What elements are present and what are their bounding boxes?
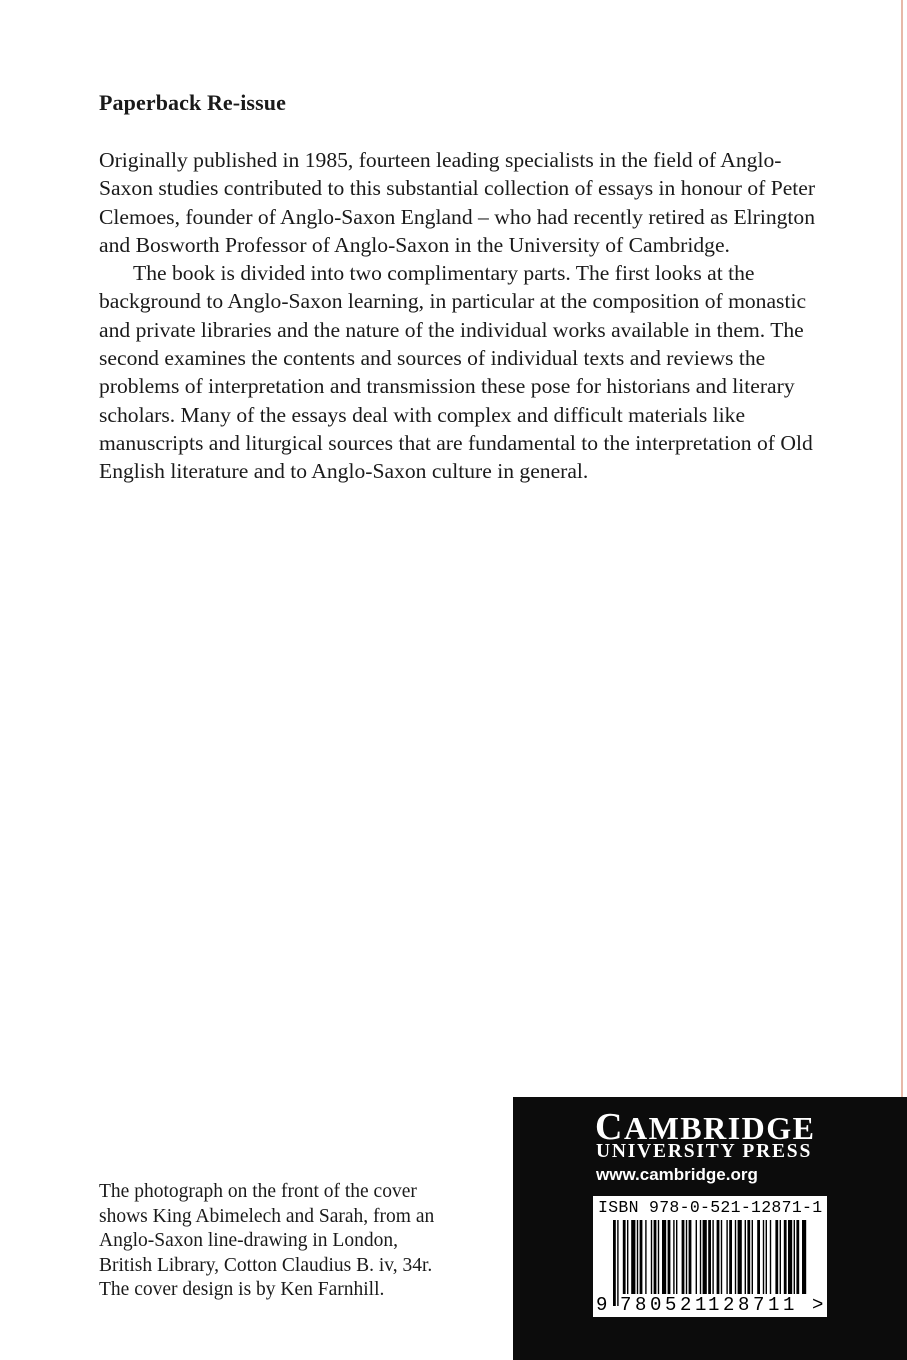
barcode-bar xyxy=(726,1220,727,1294)
cover-credits xyxy=(99,1180,479,1303)
barcode-bar xyxy=(794,1220,795,1294)
reissue-heading: Paperback Re-issue xyxy=(99,90,286,115)
barcode-bar xyxy=(700,1220,701,1294)
barcode-bar xyxy=(766,1220,767,1294)
credits-line: The cover design is by Ken Farnhill. xyxy=(99,1279,385,1301)
barcode-bar xyxy=(631,1220,635,1294)
isbn-barcode xyxy=(593,1196,827,1317)
barcode-bar xyxy=(796,1220,799,1294)
barcode-bar xyxy=(717,1220,720,1294)
barcode-bar xyxy=(676,1220,677,1294)
barcode-end-mark: > xyxy=(812,1294,824,1316)
barcode-bar xyxy=(637,1220,638,1294)
barcode-bar xyxy=(623,1220,626,1294)
book-description xyxy=(99,146,819,486)
barcode-bar xyxy=(763,1220,764,1294)
barcode-bar xyxy=(696,1220,697,1294)
publisher-name-rest: AMBRIDGE xyxy=(623,1110,816,1146)
barcode-bar xyxy=(784,1220,787,1294)
barcode-bar xyxy=(745,1220,746,1294)
publisher-panel xyxy=(513,1097,907,1360)
credits-line: The photograph on the front of the cover xyxy=(99,1181,417,1202)
barcode-bar xyxy=(703,1220,707,1294)
barcode-lead-digit: 9 xyxy=(596,1294,608,1316)
isbn-label: ISBN 978-0-521-12871-1 xyxy=(598,1198,823,1217)
barcode-left-digits: 780521 xyxy=(620,1294,711,1316)
barcode-bar xyxy=(673,1220,674,1294)
barcode-bar xyxy=(645,1220,646,1294)
barcode-bar xyxy=(689,1220,692,1294)
barcode-bar xyxy=(738,1220,742,1294)
publisher-subtitle: UNIVERSITY PRESS xyxy=(596,1141,813,1162)
barcode-bar xyxy=(651,1220,652,1294)
barcode-bar xyxy=(682,1220,685,1294)
barcode-bar xyxy=(668,1220,671,1294)
barcode-bar xyxy=(708,1220,711,1294)
barcode-right-digits: 128711 xyxy=(708,1294,799,1316)
barcode-bar xyxy=(747,1220,750,1294)
barcode-bar xyxy=(780,1220,781,1294)
credits-line: Anglo-Saxon line-drawing in London, xyxy=(99,1230,398,1252)
barcode-bar xyxy=(654,1220,657,1294)
barcode-bar xyxy=(686,1220,687,1294)
barcode-bar xyxy=(658,1220,659,1294)
barcode-bar xyxy=(729,1220,732,1294)
barcode-bar xyxy=(721,1220,722,1294)
barcode-bar xyxy=(640,1220,643,1294)
publisher-url[interactable]: www.cambridge.org xyxy=(596,1165,758,1184)
credits-line: shows King Abimelech and Sarah, from an xyxy=(99,1205,435,1227)
barcode-bar xyxy=(712,1220,713,1294)
barcode-bar xyxy=(752,1220,753,1294)
barcode-bar xyxy=(627,1220,628,1294)
barcode-digits xyxy=(596,1294,824,1316)
barcode-bar xyxy=(662,1220,666,1294)
barcode-bar xyxy=(775,1220,778,1294)
barcode-bar xyxy=(735,1220,736,1294)
barcode-bar xyxy=(788,1220,792,1294)
credits-line: British Library, Cotton Claudius B. iv, 34r. xyxy=(99,1254,433,1276)
barcode-bar xyxy=(757,1220,760,1294)
barcode-bar xyxy=(802,1220,806,1294)
description-paragraph-1: Originally published in 1985, fourteen leading specialists in the field of Anglo-Saxon studies contributed to this substantial collection of essays in honour of Peter Clemoes, founder of Anglo-Saxon England – who had recently retired as Elrington and Bosworth Professor of Anglo-Saxon in the University of Cambridge. xyxy=(99,148,816,257)
barcode-bar xyxy=(770,1220,771,1294)
publisher-name-initial: C xyxy=(595,1106,624,1148)
description-paragraph-2: The book is divided into two complimentary parts. The first looks at the background to Anglo-Saxon learning, in particular at the composition of monastic and private libraries and the nature of the individual works available in them. The second examines the contents and sources of individual texts and reviews the problems of interpretation and transmission these pose for historians and literary scholars. Many of the essays deal with complex and difficult materials like manuscripts and liturgical sources that are fundamental to the interpretation of Old English literature and to Anglo-Saxon culture in general. xyxy=(99,261,813,484)
